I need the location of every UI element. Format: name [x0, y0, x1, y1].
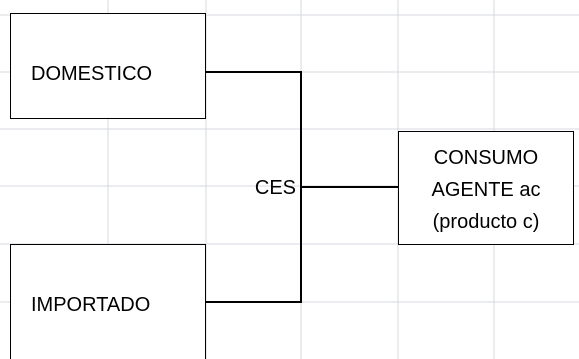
consumo-line-2: AGENTE ac — [431, 179, 541, 201]
connector-lines — [205, 71, 398, 303]
node-importado[interactable] — [11, 245, 206, 359]
domestico-label: DOMESTICO — [31, 63, 153, 85]
importado-label: IMPORTADO — [31, 294, 151, 316]
consumo-line-1: CONSUMO — [433, 147, 539, 169]
node-domestico[interactable] — [11, 14, 206, 119]
node-consumo[interactable] — [399, 132, 574, 245]
consumo-line-3: (producto c) — [432, 211, 540, 233]
ces-label: CES — [254, 177, 296, 199]
